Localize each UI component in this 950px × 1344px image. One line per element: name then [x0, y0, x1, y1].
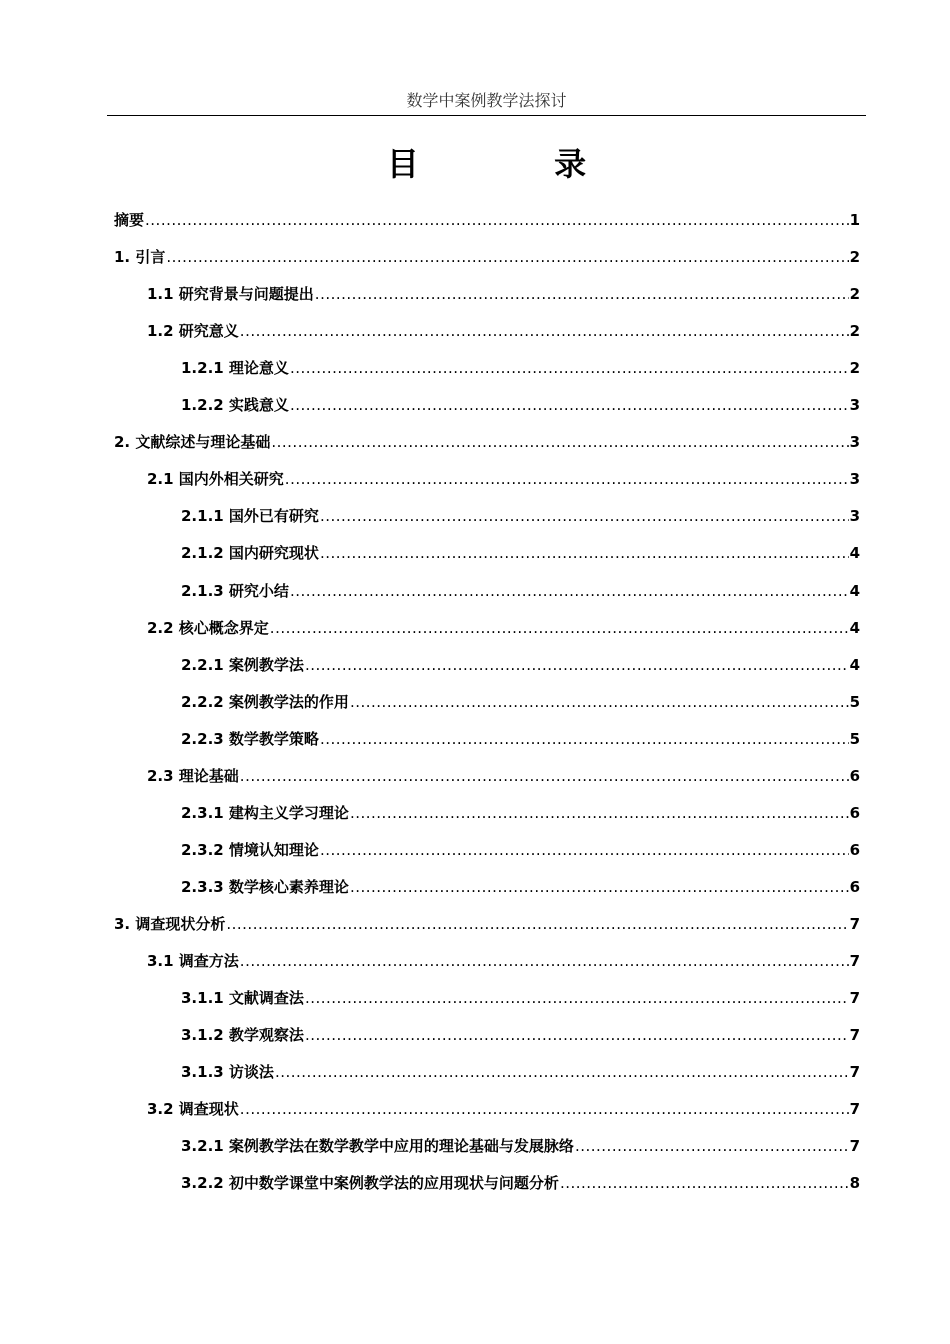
toc-entry[interactable]	[181, 541, 860, 565]
toc-entry-title: 2.2 核心概念界定	[147, 619, 269, 637]
toc-entry[interactable]	[181, 986, 860, 1010]
toc-entry[interactable]	[147, 282, 860, 306]
toc-entry-title: 3.1.1 文献调查法	[181, 989, 304, 1007]
toc-page-number: 7	[849, 989, 860, 1007]
toc-page-number: 7	[849, 1063, 860, 1081]
toc-dot-leader	[320, 541, 849, 565]
toc-entry-title: 2.1.2 国内研究现状	[181, 544, 319, 562]
toc-page-number: 2	[849, 285, 860, 303]
toc-page-number: 3	[849, 470, 860, 488]
toc-entry[interactable]	[181, 1134, 860, 1158]
toc-entry-title: 2.3 理论基础	[147, 767, 239, 785]
toc-entry[interactable]	[181, 838, 860, 862]
header-rule	[107, 115, 866, 116]
toc-entry-title: 2.1 国内外相关研究	[147, 470, 284, 488]
toc-page-number: 5	[849, 693, 860, 711]
toc-entry-title: 2. 文献综述与理论基础	[114, 433, 271, 451]
toc-entry[interactable]	[181, 504, 860, 528]
toc-page-number: 7	[849, 915, 860, 933]
toc-dot-leader	[290, 579, 849, 603]
toc-page-number: 8	[849, 1174, 860, 1192]
toc-dot-leader	[575, 1134, 849, 1158]
toc-entry-title: 1. 引言	[114, 248, 166, 266]
toc-dot-leader	[315, 282, 849, 306]
toc-entry-title: 3.1 调查方法	[147, 952, 239, 970]
toc-page-number: 2	[849, 322, 860, 340]
toc-dot-leader	[305, 986, 849, 1010]
toc-dot-leader	[240, 949, 849, 973]
toc-dot-leader	[240, 1097, 849, 1121]
toc-page-number: 3	[849, 433, 860, 451]
toc-entry[interactable]	[181, 690, 860, 714]
toc-dot-leader	[285, 467, 849, 491]
toc-entry-title: 1.2.1 理论意义	[181, 359, 289, 377]
toc-page-number: 5	[849, 730, 860, 748]
toc-page-number: 3	[849, 507, 860, 525]
toc-entry-title: 2.2.1 案例教学法	[181, 656, 304, 674]
toc-entry[interactable]	[181, 579, 860, 603]
toc-dot-leader	[560, 1171, 849, 1195]
toc-dot-leader	[271, 430, 848, 454]
toc-entry[interactable]	[181, 1023, 860, 1047]
toc-dot-leader	[320, 838, 849, 862]
toc-entry-title: 2.2.2 案例教学法的作用	[181, 693, 349, 711]
toc-entry-title: 2.1.3 研究小结	[181, 582, 289, 600]
toc-entry-title: 1.1 研究背景与问题提出	[147, 285, 314, 303]
toc-entry-title: 1.2 研究意义	[147, 322, 239, 340]
toc-entry[interactable]	[147, 467, 860, 491]
toc-dot-leader	[350, 801, 849, 825]
toc-entry[interactable]	[147, 319, 860, 343]
toc-dot-leader	[275, 1060, 849, 1084]
toc-entry-title: 3.2.1 案例教学法在数学教学中应用的理论基础与发展脉络	[181, 1137, 574, 1155]
toc-page-number: 4	[849, 544, 860, 562]
toc-entry-title: 2.3.1 建构主义学习理论	[181, 804, 349, 822]
toc-dot-leader	[270, 616, 849, 640]
toc-page-number: 3	[849, 396, 860, 414]
toc-page-number: 7	[849, 1100, 860, 1118]
toc-entry[interactable]	[114, 912, 860, 936]
toc-entry[interactable]	[181, 653, 860, 677]
toc-dot-leader	[320, 504, 849, 528]
toc-dot-leader	[350, 875, 849, 899]
toc-entry-title: 2.3.2 情境认知理论	[181, 841, 319, 859]
toc-dot-leader	[305, 653, 849, 677]
toc-entry-title: 3.2.2 初中数学课堂中案例教学法的应用现状与问题分析	[181, 1174, 559, 1192]
toc-entry[interactable]	[181, 1171, 860, 1195]
toc-entry-title: 2.1.1 国外已有研究	[181, 507, 319, 525]
toc-entry[interactable]	[181, 1060, 860, 1084]
toc-entry-title: 3.1.2 教学观察法	[181, 1026, 304, 1044]
toc-dot-leader	[166, 245, 848, 269]
toc-page-number: 4	[849, 619, 860, 637]
toc-entry[interactable]	[147, 949, 860, 973]
toc-dot-leader	[290, 393, 849, 417]
toc-page-number: 4	[849, 656, 860, 674]
toc-dot-leader	[350, 690, 849, 714]
toc-page-number: 7	[849, 1026, 860, 1044]
toc-dot-leader	[226, 912, 848, 936]
toc-entry-title: 3.1.3 访谈法	[181, 1063, 274, 1081]
toc-page-number: 7	[849, 952, 860, 970]
toc-entry[interactable]	[147, 764, 860, 788]
toc-entry[interactable]	[181, 727, 860, 751]
toc-page-number: 7	[849, 1137, 860, 1155]
toc-entry-title: 3. 调查现状分析	[114, 915, 226, 933]
toc-page-number: 6	[849, 841, 860, 859]
toc-title: 目 录	[386, 145, 649, 183]
toc-entry-title: 3.2 调查现状	[147, 1100, 239, 1118]
toc-dot-leader	[240, 319, 849, 343]
toc-entry[interactable]	[181, 356, 860, 380]
toc-entry[interactable]	[181, 393, 860, 417]
toc-entry[interactable]	[114, 208, 860, 232]
toc-dot-leader	[305, 1023, 849, 1047]
toc-entry[interactable]	[114, 430, 860, 454]
toc-page-number: 6	[849, 767, 860, 785]
toc-entry[interactable]	[114, 245, 860, 269]
toc-dot-leader	[320, 727, 849, 751]
toc-entry[interactable]	[147, 616, 860, 640]
toc-entry-title: 2.2.3 数学教学策略	[181, 730, 319, 748]
toc-entry[interactable]	[147, 1097, 860, 1121]
toc-page-number: 6	[849, 878, 860, 896]
toc-page-number: 2	[849, 359, 860, 377]
toc-entry[interactable]	[181, 801, 860, 825]
toc-page-number: 6	[849, 804, 860, 822]
toc-dot-leader	[290, 356, 849, 380]
toc-page-number: 1	[849, 211, 860, 229]
toc-page-number: 4	[849, 582, 860, 600]
toc-entry-title: 摘要	[114, 211, 145, 229]
toc-entry-title: 2.3.3 数学核心素养理论	[181, 878, 349, 896]
toc-page-number: 2	[849, 248, 860, 266]
toc-entry[interactable]	[181, 875, 860, 899]
toc-dot-leader	[240, 764, 849, 788]
toc-dot-leader	[145, 208, 849, 232]
running-header: 数学中案例教学法探讨	[406, 91, 567, 110]
toc-entry-title: 1.2.2 实践意义	[181, 396, 289, 414]
